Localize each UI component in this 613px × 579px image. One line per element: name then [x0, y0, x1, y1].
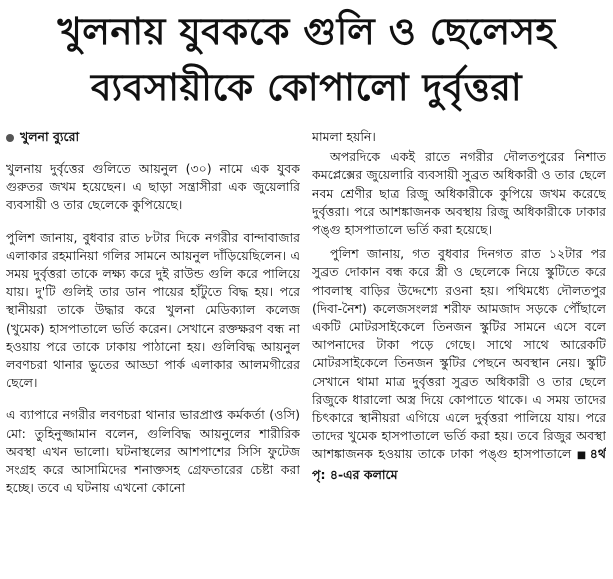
left-column	[6, 128, 300, 576]
left-paragraph-1: খুলনায় দুর্বৃত্তের গুলিতে আয়নুল (৩০) নামে এক যুবক গুরুতর জখম হয়েছেন। এ ছাড়া সন্ত্রাসীরা এক জুয়েলারি ব্যবসায়ী ও তার ছেলেকে কুপিয়েছে।	[6, 161, 300, 213]
byline-text: খুলনা ব্যুরো	[20, 129, 80, 144]
continued-text: ৪র্থ পৃ: ৪-এর কলামে	[312, 446, 606, 482]
left-paragraph-3: এ ব্যাপারে নগরীর লবণচরা থানার ভারপ্রাপ্ত কর্মকর্তা (ওসি) মো: তুহিনুজ্জামান বলেন, গুলিবিদ্ধ আয়নুলের শারীরিক অবস্থা এখন ভালো। ঘটনাস্থলের আশপাশের সিসি ফুটেজ সংগ্রহ করে আসামিদের শনাক্তসহ গ্রেফতারের চেষ্টা করা হচ্ছে। তবে এ ঘটনায় এখনো কোনো	[6, 407, 300, 496]
left-paragraph-2: পুলিশ জানায়, বুধবার রাত ৮টার দিকে নগরীর বান্দাবাজার এলাকার রহমানিয়া গলির সামনে আয়নুল দাঁড়িয়েছিলেন। এ সময় দুর্বৃত্তরা তাকে লক্ষ্য করে দুই রাউন্ড গুলি করে পালিয়ে যায়। দু'টি গুলিই তার ডান পায়ের হাঁটুতে বিদ্ধ হয়। পরে স্থানীয়রা তাকে উদ্ধার করে খুলনা মেডিক্যাল কলেজ (খুমেক) হাসপাতালে ভর্তি করেন। সেখানে রক্তক্ষরণ বন্ধ না হওয়ায় পরে তাকে ঢাকায় পাঠানো হয়। গুলিবিদ্ধ আয়নুল লবণচরা থানার ভুতের আড্ডা পার্ক এলাকার আলমগীরের ছেলে।	[6, 229, 300, 391]
byline	[6, 128, 300, 146]
right-column	[312, 128, 606, 576]
bullet-icon	[6, 134, 14, 142]
right-paragraph-1: মামলা হয়নি।	[312, 129, 376, 144]
jump-arrow-icon: ■	[576, 450, 588, 462]
article-columns	[6, 128, 607, 576]
right-paragraph-2: অপরদিকে একই রাতে নগরীর দৌলতপুরের নিশাত কমপ্লেক্সের জুয়েলারি ব্যবসায়ী সুব্রত অধিকারী ও তার ছেলে নবম শ্রেণীর ছাত্র রিজু অধিকারীকে কুপিয়ে জখম করেছে দুর্বৃত্তরা। পরে আশঙ্কাজনক অবস্থায় রিজু অধিকারীকে ঢাকার পঙ্গু হাসপাতালে ভর্তি করা হয়েছে।	[312, 149, 606, 238]
headline	[0, 4, 613, 116]
right-paragraph-3-text: পুলিশ জানায়, গত বুধবার দিনগত রাত ১২টার পর সুব্রত দোকান বন্ধ করে স্ত্রী ও ছেলেকে নিয়ে স্কুটিতে করে পাবলাস্থ বাড়ির উদ্দেশ্যে রওনা হয়। পথিমধ্যে দৌলতপুর (দিবা-নৈশ) কলেজসংলগ্ন শরীফ আমজাদ সড়কে পৌঁছালে একটি মোটরসাইকেলে তিনজন স্কুটির সামনে এসে বলে আপনাদের টাকা পড়ে গেছে। সাথে সাথে আরেকটি মোটরসাইকেলে তিনজন স্কুটির পেছনে অবস্থান নেয়। স্কুটি সেখানে থামা মাত্র দুর্বৃত্তরা সুব্রত অধিকারী ও তার ছেলে রিজুকে ধারালো অস্ত্র দিয়ে কোপাতে থাকে। এ সময় তাদের চিৎকারে স্থানীয়রা এগিয়ে এলে দুর্বৃত্তরা পালিয়ে যায়। পরে তাদের খুমেক হাসপাতালে ভর্তি করা হয়। তবে রিজুর অবস্থা আশঙ্কাজনক হওয়ায় তাকে ঢাকা পঙ্গু হাসপাতালে	[312, 246, 606, 462]
headline-line-2: ব্যবসায়ীকে কোপালো দুর্বৃত্তরা	[90, 66, 523, 109]
headline-line-1: খুলনায় যুবককে গুলি ও ছেলেসহ	[57, 10, 556, 53]
right-paragraph-3	[312, 245, 606, 484]
